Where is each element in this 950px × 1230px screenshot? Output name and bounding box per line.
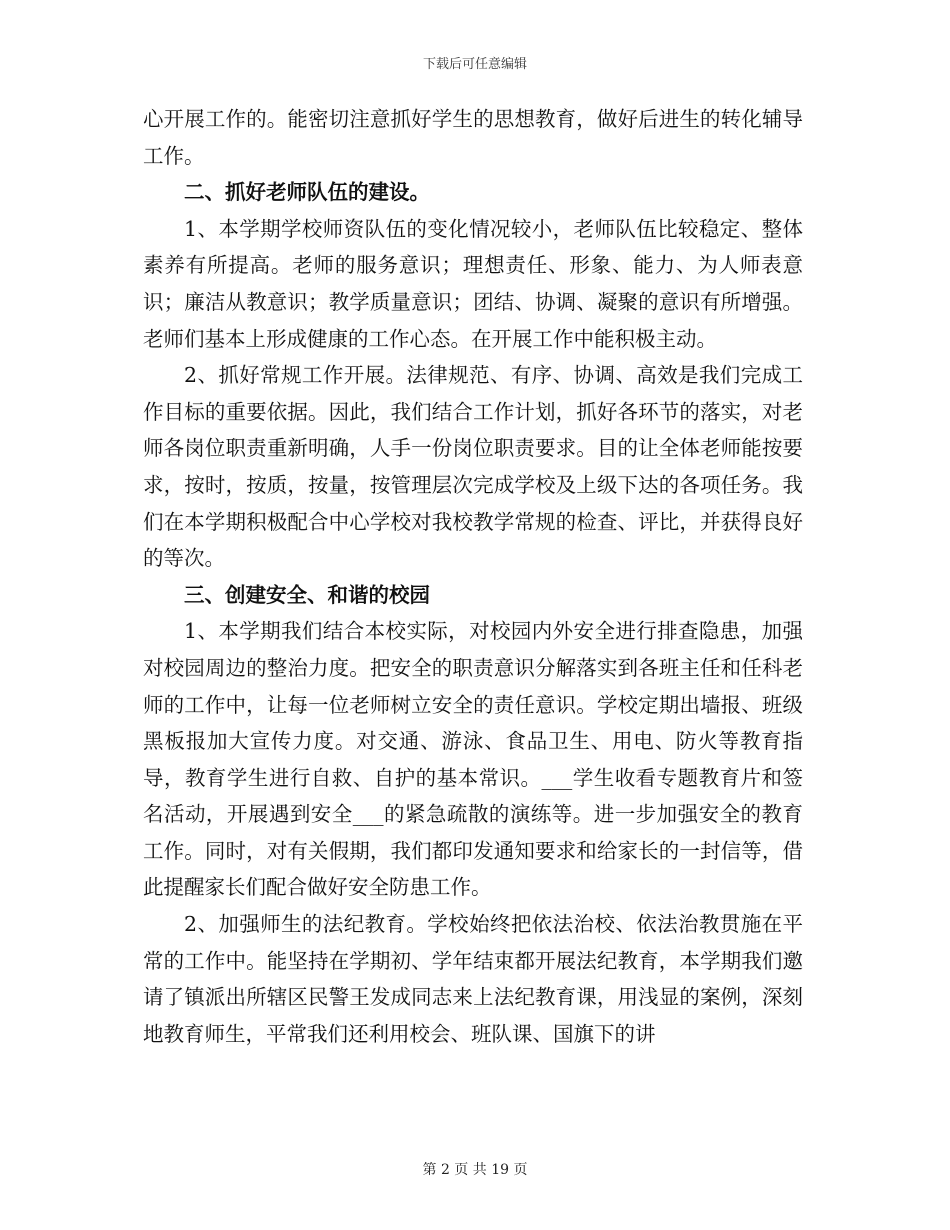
document-body [143,101,803,1052]
paragraph-teacher-quality: 1、本学期学校师资队伍的变化情况较小，老师队伍比较稳定、整体素养有所提高。老师的服务意识；理想责任、形象、能力、为人师表意识；廉洁从教意识；教学质量意识；团结、协调、凝聚的意识有所增强。老师们基本上形成健康的工作心态。在开展工作中能积极主动。 [143,216,803,351]
page-footer: 第 2 页 共 19 页 [422,1162,528,1178]
section-heading-2: 二、抓好老师队伍的建设。 [184,180,430,205]
paragraph-routine-work: 2、抓好常规工作开展。法律规范、有序、协调、高效是我们完成工作目标的重要依据。因此，我们结合工作计划，抓好各环节的落实，对老师各岗位职责重新明确，人手一份岗位职责要求。目的让全体老师能按要求，按时，按质，按量，按管理层次完成学校及上级下达的各项任务。我们在本学期积极配合中心学校对我校教学常规的检查、评比，并获得良好的等次。 [143,363,803,571]
paragraph-legal-education: 2、加强师生的法纪教育。学校始终把依法治校、依法治教贯施在平常的工作中。能坚持在学期初、学年结束都开展法纪教育，本学期我们邀请了镇派出所辖区民警王发成同志来上法纪教育课，用浅显的案例，深刻地教育师生，平常我们还利用校会、班队课、国旗下的讲 [143,912,803,1046]
page-header: 下载后可任意编辑 [422,57,527,72]
paragraph-continuation: 心开展工作的。能密切注意抓好学生的思想教育，做好后进生的转化辅导工作。 [143,107,803,168]
paragraph-campus-safety: 1、本学期我们结合本校实际，对校园内外安全进行排查隐患，加强对校园周边的整治力度。把安全的职责意识分解落实到各班主任和任科老师的工作中，让每一位老师树立安全的责任意识。学校定期出墙报、班级黑板报加大宣传力度。对交通、游泳、食品卫生、用电、防火等教育指导，教育学生进行自救、自护的基本常识。___学生收看专题教育片和签名活动，开展遇到安全___的紧急疏散的演练等。进一步加强安全的教育工作。同时，对有关假期，我们都印发通知要求和给家长的一封信等，借此提醒家长们配合做好安全防患工作。 [143,619,803,900]
section-heading-3: 三、创建安全、和谐的校园 [184,582,430,607]
